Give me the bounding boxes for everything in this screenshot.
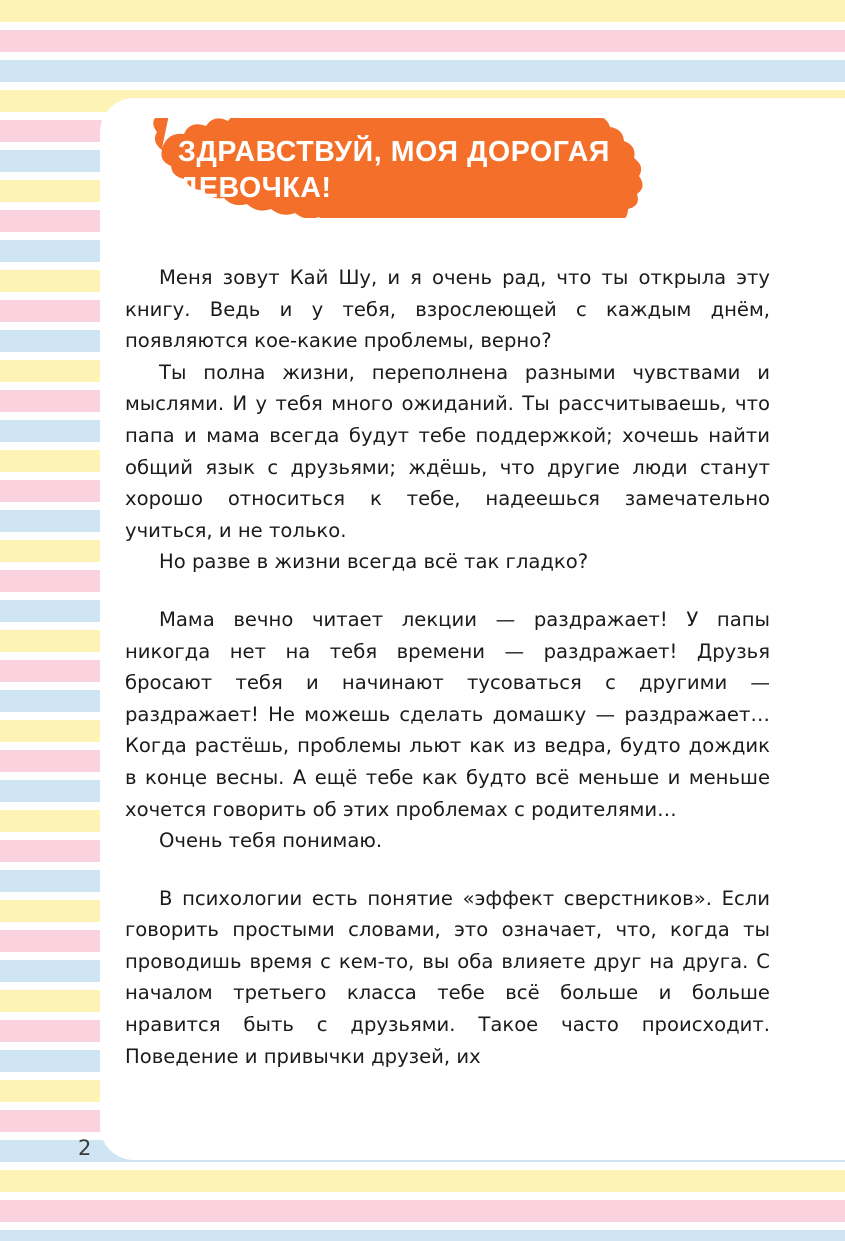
paragraph: Ты полна жизни, переполнена разными чувствами и мыслями. И у тебя много ожиданий. Ты рассчитываешь, что папа и мама всегда будут тебе поддержкой; хочешь найти общий язык с друзьями; ждёшь, что другие люди станут хорошо относиться к тебе, надеешься замечательно учиться, и не только.: [125, 360, 770, 542]
paragraph: Мама вечно читает лекции — раздражает! У папы никогда нет на тебя времени — раздражает! Друзья бросают тебя и начинают тусоваться с другими — раздражает! Не можешь сделать домашку — раздражает… Когда растёшь, проблемы льют как из ведра, будто дождик в конце весны. А ещё тебе как будто всё меньше и меньше хочется говорить об этих проблемах с родителями…: [125, 607, 770, 821]
body-text: [125, 262, 770, 1072]
paragraph: Но разве в жизни всегда всё так гладко?: [159, 550, 589, 574]
paragraph: Очень тебя понимаю.: [159, 829, 383, 853]
paragraph: В психологии есть понятие «эффект сверстников». Если говорить простыми словами, это означает, что, когда ты проводишь время с кем-то, вы оба влияете друг на друга. С началом третьего класса тебе всё больше и больше нравится быть с друзьями. Такое часто происходит. Поведение и привычки друзей, их: [125, 886, 770, 1068]
paragraph: Меня зовут Кай Шу, и я очень рад, что ты открыла эту книгу. Ведь и у тебя, взрослеющей с каждым днём, появляются кое-какие проблемы, верно?: [125, 266, 770, 353]
chapter-heading-banner: [148, 118, 752, 218]
chapter-heading-text: ЗДРАВСТВУЙ, МОЯ ДОРОГАЯ ДЕВОЧКА!: [178, 136, 611, 204]
page-number: 2: [78, 1136, 92, 1160]
